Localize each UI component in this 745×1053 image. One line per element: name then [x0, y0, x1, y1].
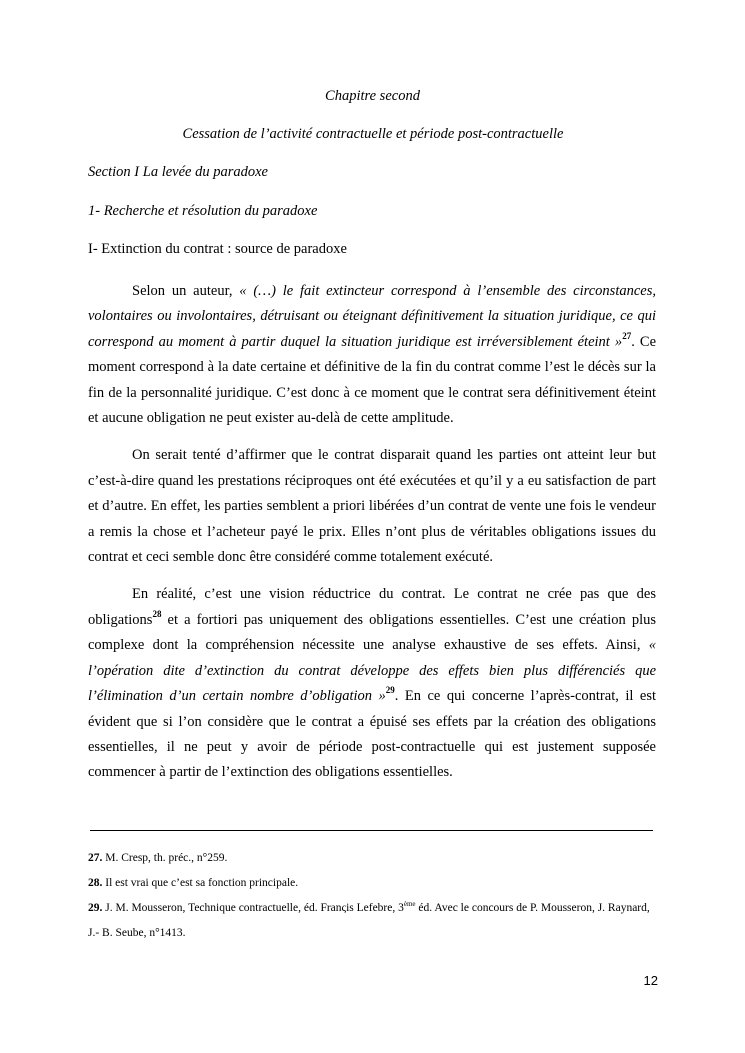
paragraph-1-rest: . Ce moment correspond à la date certaine et définitive de la fin du contrat comme l’est le décès sur la fin de la personnalité juridique. C’est donc à ce moment que le contrat sera définitivement éteint et aucune obligation ne peut exister au-delà de cette amplitude. — [88, 333, 657, 427]
footnote-27 — [88, 846, 656, 871]
footnote-29 — [88, 896, 656, 946]
footnote-separator — [90, 830, 653, 831]
footnote-superscript: ème — [403, 900, 416, 909]
paragraph-3 — [88, 582, 656, 785]
part-title: I- Extinction du contrat : source de paradoxe — [88, 241, 347, 257]
footnote-text: J. M. Mousseron, Technique contractuelle, éd. Franςis Lefebre, 3 — [102, 902, 404, 914]
paragraph-3-part2: et a fortiori pas uniquement des obligations essentielles. C’est une création plus complexe dont la compréhension nécessite une analyse exhaustive de ses effets. Ainsi, — [88, 611, 656, 654]
chapter-subtitle: Cessation de l’activité contractuelle et période post-contractuelle — [182, 126, 564, 142]
paragraph-3-part1: En réalité, c’est une vision réductrice du contrat. Le contrat ne crée pas que des obligations — [88, 586, 656, 628]
footnote-num: 29. — [88, 902, 103, 914]
footnote-num: 28. — [88, 877, 103, 889]
footnote-ref-27: 27 — [622, 330, 632, 341]
footnote-num: 27. — [88, 852, 103, 864]
paragraph-1-lead: Selon un auteur, — [132, 283, 240, 299]
paragraph-1 — [88, 279, 656, 431]
footnotes — [88, 846, 656, 946]
chapter-title: Chapitre second — [325, 88, 420, 104]
footnote-text: Il est vrai que c’est sa fonction principale. — [102, 877, 299, 889]
page-number: 12 — [643, 973, 658, 988]
paragraph-1-quote: « (…) le fait extincteur correspond à l’ensemble des circonstances, volontaires ou involontaires, détruisant ou éteignant définitivement la situation juridique, ce qui correspond au moment à partir duquel la situation juridique est irréversiblement éteint » — [88, 283, 656, 350]
paragraph-2: On serait tenté d’affirmer que le contrat disparait quand les parties ont atteint leur but c’est-à-dire quand les prestations réciproques ont été exécutées et qu’il y a eu satisfaction de part et d’autre. En effet, les parties semblent a priori libérées d’un contrat de vente une fois le vendeur a remis la chose et l’acheteur payé le prix. Elles n’ont plus de véritables obligations issues du contrat et ceci semble donc être considéré comme totalement exécuté. — [88, 447, 656, 566]
footnote-ref-28: 28 — [152, 609, 162, 620]
footnote-ref-29: 29 — [385, 685, 395, 696]
section-title: Section I La levée du paradoxe — [88, 164, 268, 180]
subsection-title: 1- Recherche et résolution du paradoxe — [88, 203, 318, 219]
footnote-text-tail: éd. Avec le concours de P. Mousseron, J. Raynard, J.- B. Seube, n°1413. — [88, 902, 650, 939]
body-text — [88, 279, 656, 798]
paragraph-3-part3: . En ce qui concerne l’après-contrat, il est évident que si l’on considère que le contrat a épuisé ses effets par la création des obligations essentielles, il ne peut y avoir de période post-contractuelle qui est justement supposée commencer à partir de l’extinction des obligations essentielles. — [88, 688, 657, 781]
paragraph-3-quote: « l’opération dite d’extinction du contrat développe des effets bien plus différenciés que l’élimination d’un certain nombre d’obligation » — [88, 637, 656, 705]
footnote-28 — [88, 871, 656, 896]
footnote-text: M. Cresp, th. préc., n°259. — [102, 852, 228, 864]
